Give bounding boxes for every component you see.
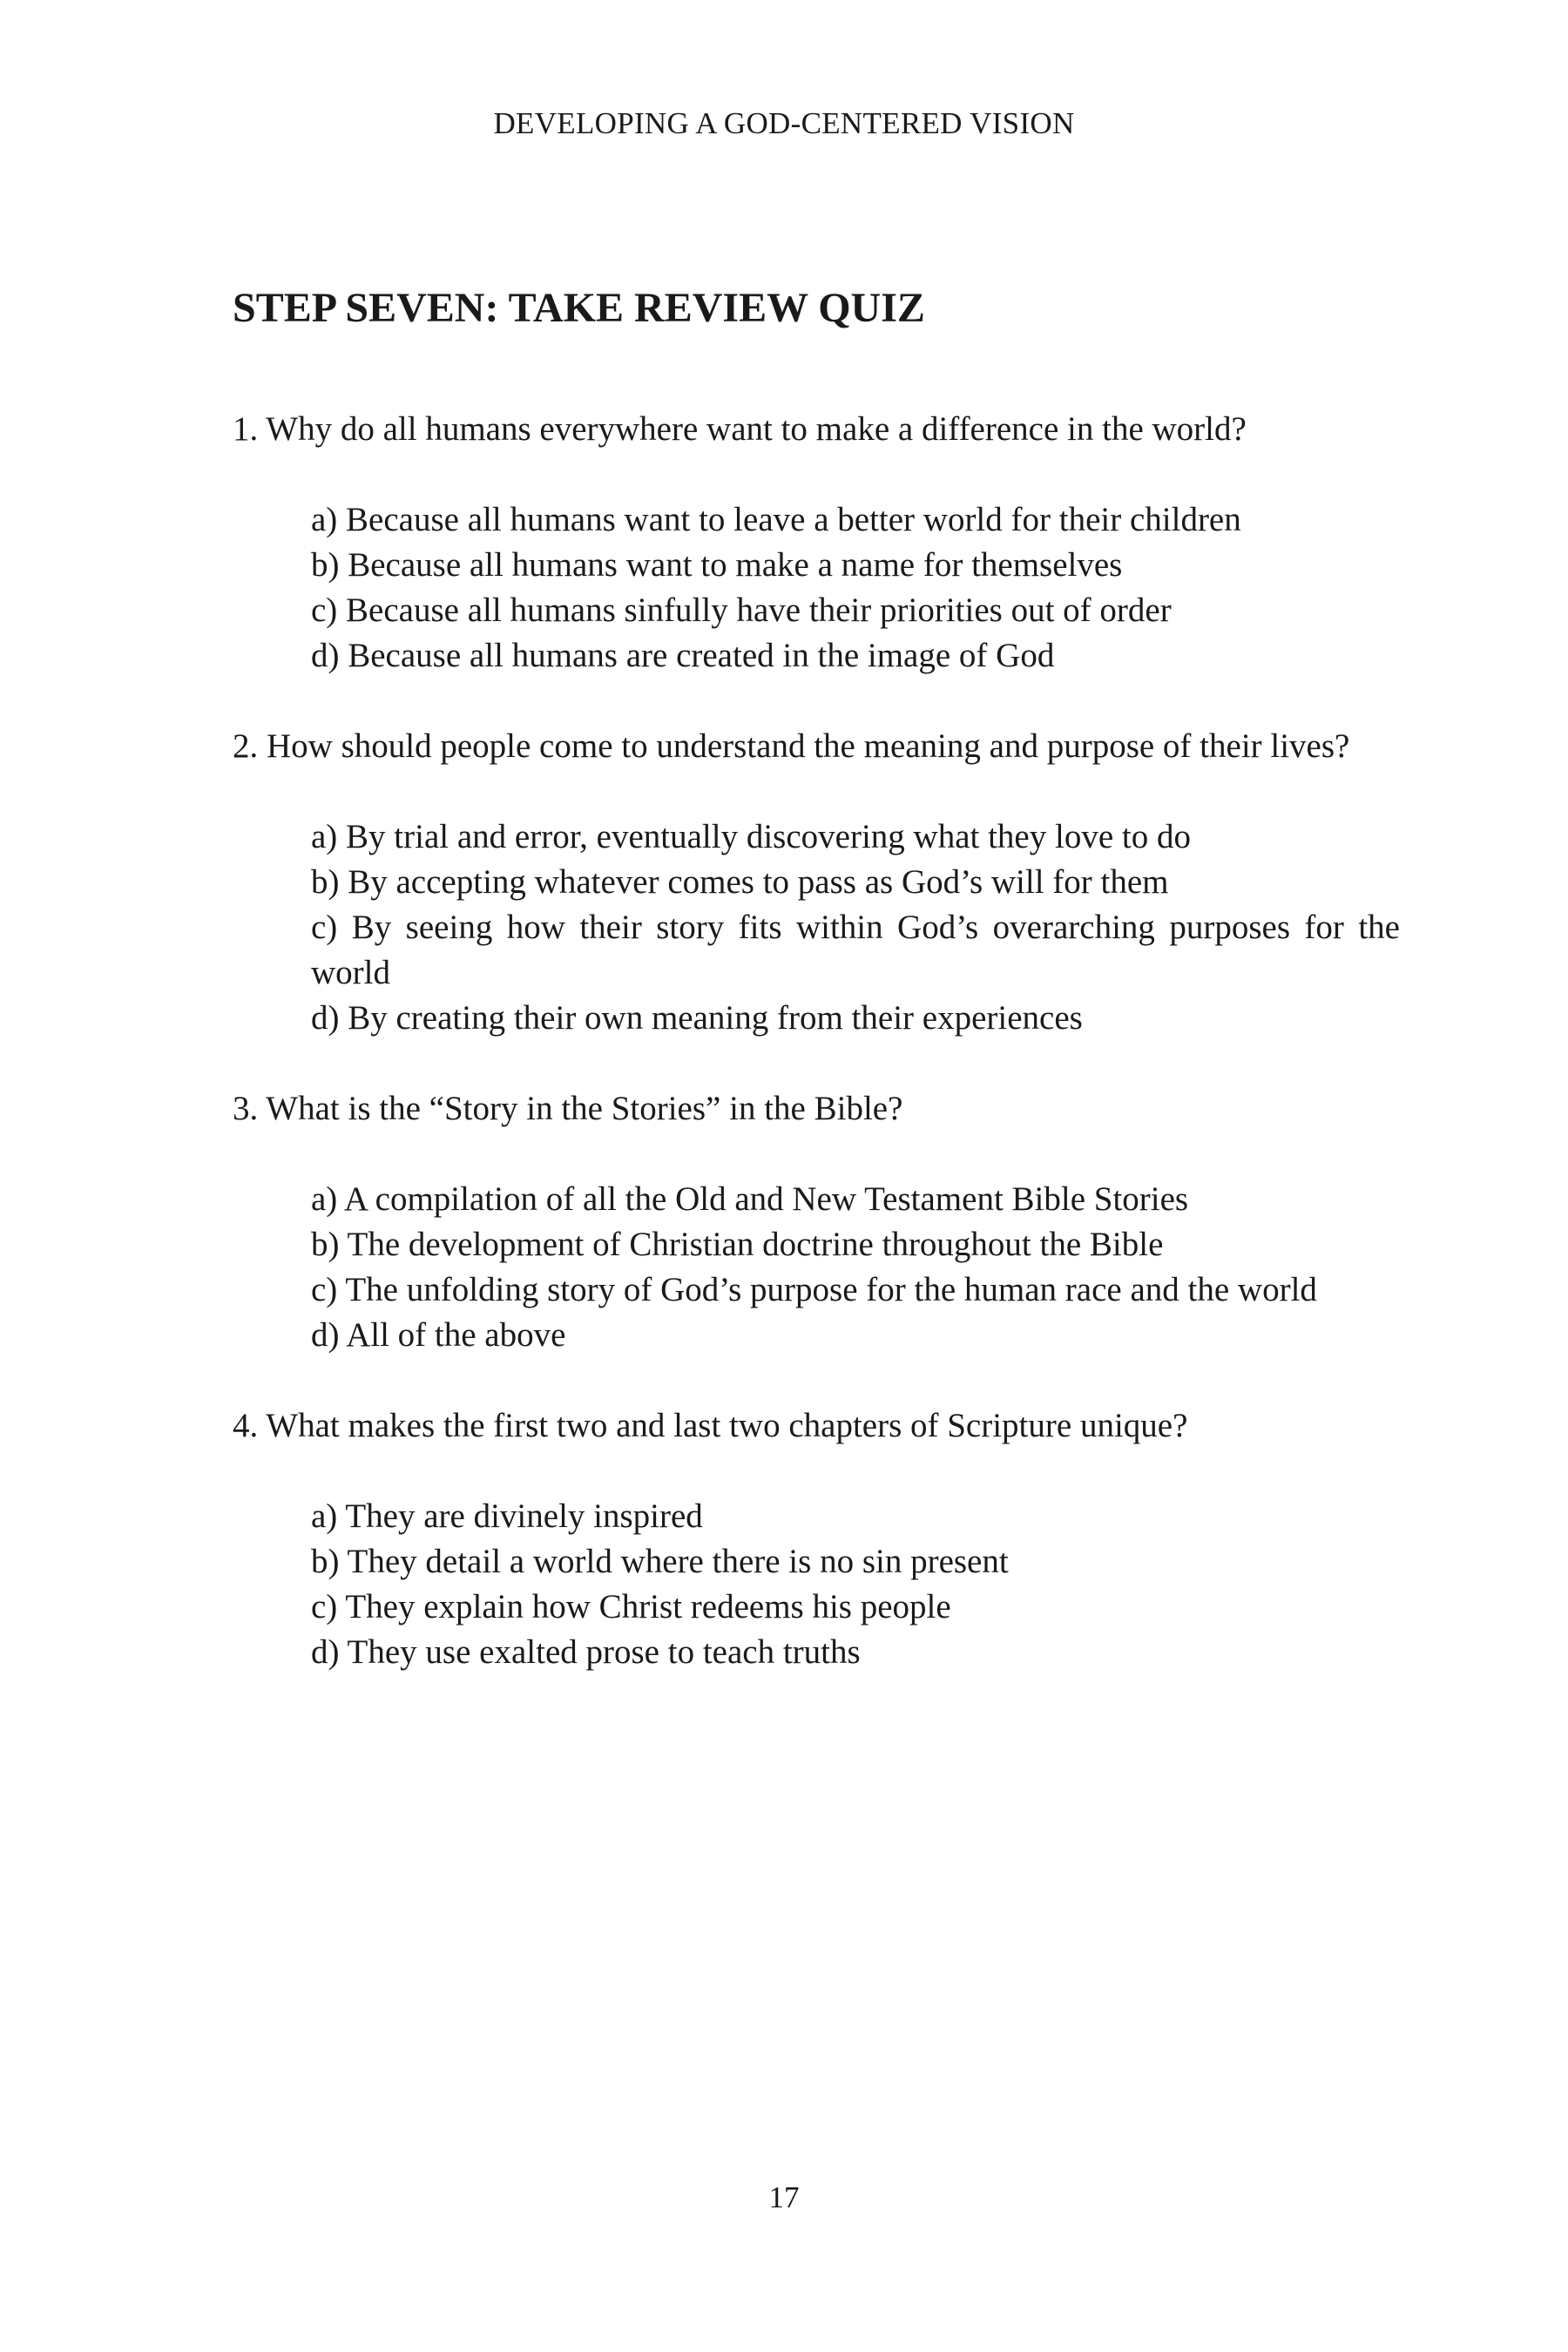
question-text: 4. What makes the first two and last two chapters of Scripture unique? <box>233 1407 1188 1444</box>
answer-option-b: b) They detail a world where there is no sin present <box>311 1543 1009 1580</box>
section-title: STEP SEVEN: TAKE REVIEW QUIZ <box>233 285 925 331</box>
answer-options <box>311 1177 1400 1358</box>
answer-option-d: d) Because all humans are created in the image of God <box>311 637 1055 674</box>
quiz-question-1 <box>233 407 1400 679</box>
quiz-question-2 <box>233 724 1400 1041</box>
answer-option-d: d) All of the above <box>311 1316 566 1354</box>
answer-option-b: b) By accepting whatever comes to pass as God’s will for them <box>311 863 1169 901</box>
answer-option-a: a) They are divinely inspired <box>311 1497 703 1535</box>
answer-option-a: a) A compilation of all the Old and New Testament Bible Stories <box>311 1180 1189 1218</box>
question-text: 1. Why do all humans everywhere want to make a difference in the world? <box>233 410 1247 448</box>
quiz-content <box>233 284 1400 1675</box>
question-text: 3. What is the “Story in the Stories” in the Bible? <box>233 1090 903 1127</box>
answer-option-a: a) By trial and error, eventually discovering what they love to do <box>311 818 1191 855</box>
answer-option-c: c) The unfolding story of God’s purpose for the human race and the world <box>311 1271 1317 1308</box>
page-number: 17 <box>768 2180 800 2214</box>
answer-option-b: b) Because all humans want to make a name for themselves <box>311 546 1123 584</box>
answer-option-b: b) The development of Christian doctrine throughout the Bible <box>311 1226 1164 1263</box>
answer-options <box>311 814 1400 1041</box>
answer-option-c: c) By seeing how their story fits within God’s overarching purposes for the world <box>311 909 1400 991</box>
answer-option-a: a) Because all humans want to leave a better world for their children <box>311 501 1241 538</box>
quiz-question-4 <box>233 1403 1400 1675</box>
running-head: DEVELOPING A GOD-CENTERED VISION <box>493 106 1075 140</box>
quiz-question-3 <box>233 1086 1400 1358</box>
answer-options <box>311 1494 1400 1675</box>
question-text: 2. How should people come to understand the meaning and purpose of their lives? <box>233 727 1350 765</box>
answer-option-c: c) They explain how Christ redeems his people <box>311 1588 951 1625</box>
answer-option-d: d) They use exalted prose to teach truths <box>311 1633 861 1671</box>
answer-option-c: c) Because all humans sinfully have their priorities out of order <box>311 591 1172 629</box>
answer-options <box>311 497 1400 679</box>
answer-option-d: d) By creating their own meaning from their experiences <box>311 999 1083 1037</box>
